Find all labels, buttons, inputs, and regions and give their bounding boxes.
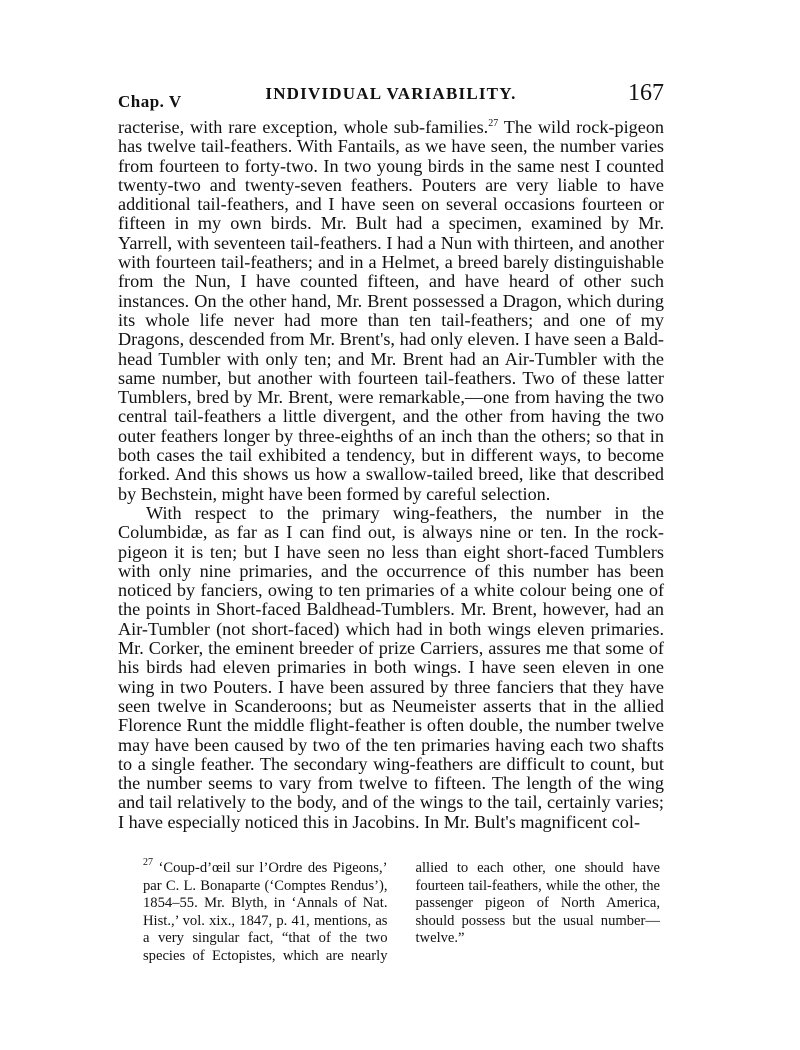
footnote-text — [143, 857, 660, 966]
footnote — [143, 857, 660, 966]
chapter-label: Chap. V — [118, 92, 182, 111]
footnote-body: ‘Coup-d’œil sur l’Ordre des Pigeons,’ par C. L. Bonaparte (‘Comptes Rendus’), 1854–55. Mr. Blyth, in ‘Annals of Nat. Hist.,’ vol. xix., 1847, p. 41, mentions, as a very singular fact, “that of the two species of Ectopistes, which are nearly allied to each other, one should have fourteen tail-feathers, while the other, the passenger pigeon of North America, should possess but the usual number—twelve.” — [143, 860, 660, 964]
page-header — [118, 80, 664, 114]
main-text — [118, 118, 664, 832]
page-number: 167 — [628, 80, 664, 106]
footnote-reference: 27 — [488, 118, 499, 129]
paragraph: With respect to the primary wing-feathers, the number in the Columbidæ, as far as I can find out, is always nine or ten. In the rock-pigeon it is ten; but I have seen no less than eight short-faced Tumblers with only nine primaries, and the occurrence of this number has been noticed by fanciers, owing to ten primaries of a white colour being one of the points in Short-faced Baldhead-Tumblers. Mr. Brent, however, had an Air-Tumbler (not short-faced) which had in both wings eleven primaries. Mr. Corker, the eminent breeder of prize Carriers, assures me that some of his birds had eleven primaries in both wings. I have seen eleven in one wing in two Pouters. I have been assured by three fanciers that they have seen twelve in Scanderoons; but as Neumeister asserts that in the allied Florence Runt the middle flight-feather is often double, the number twelve may have been caused by two of the ten primaries having each two shafts to a single feather. The secondary wing-feathers are difficult to count, but the number seems to vary from twelve to fifteen. The length of the wing and tail relatively to the body, and of the wings to the tail, certainly varies; I have especially noticed this in Jacobins. In Mr. Bult's magnificent col- — [118, 502, 664, 832]
paragraph-text: racterise, with rare exception, whole sub-families. — [118, 117, 489, 137]
paragraph — [118, 118, 664, 504]
running-title: INDIVIDUAL VARIABILITY. — [265, 84, 517, 103]
footnote-marker: 27 — [143, 857, 153, 868]
paragraph-text: The wild rock-pigeon has twelve tail-feathers. With Fantails, as we have seen, the number varies from fourteen to forty-two. In two young birds in the same nest I counted twenty-two and twenty-seven feathers. Pouters are very liable to have additional tail-feathers, and I have seen on several occasions fourteen or fifteen in my own birds. Mr. Bult had a specimen, examined by Mr. Yarrell, with seventeen tail-feathers. I had a Nun with thirteen, and another with fourteen tail-feathers; and in a Helmet, a breed barely distinguishable from the Nun, I have counted fifteen, and have heard of other such instances. On the other hand, Mr. Brent possessed a Dragon, which during its whole life never had more than ten tail-feathers; and one of my Dragons, descended from Mr. Brent's, had only eleven. I have seen a Bald-head Tumbler with only ten; and Mr. Brent had an Air-Tumbler with the same number, but another with fourteen tail-feathers. Two of these latter Tumblers, bred by Mr. Brent, were remarkable,—one from having the two central tail-feathers a little divergent, and the other from having the two outer feathers longer by three-eighths of an inch than the others; so that in both cases the tail exhibited a tendency, but in different ways, to become forked. And this shows us how a swallow-tailed breed, like that described by Bechstein, might have been formed by careful selection. — [118, 117, 665, 504]
